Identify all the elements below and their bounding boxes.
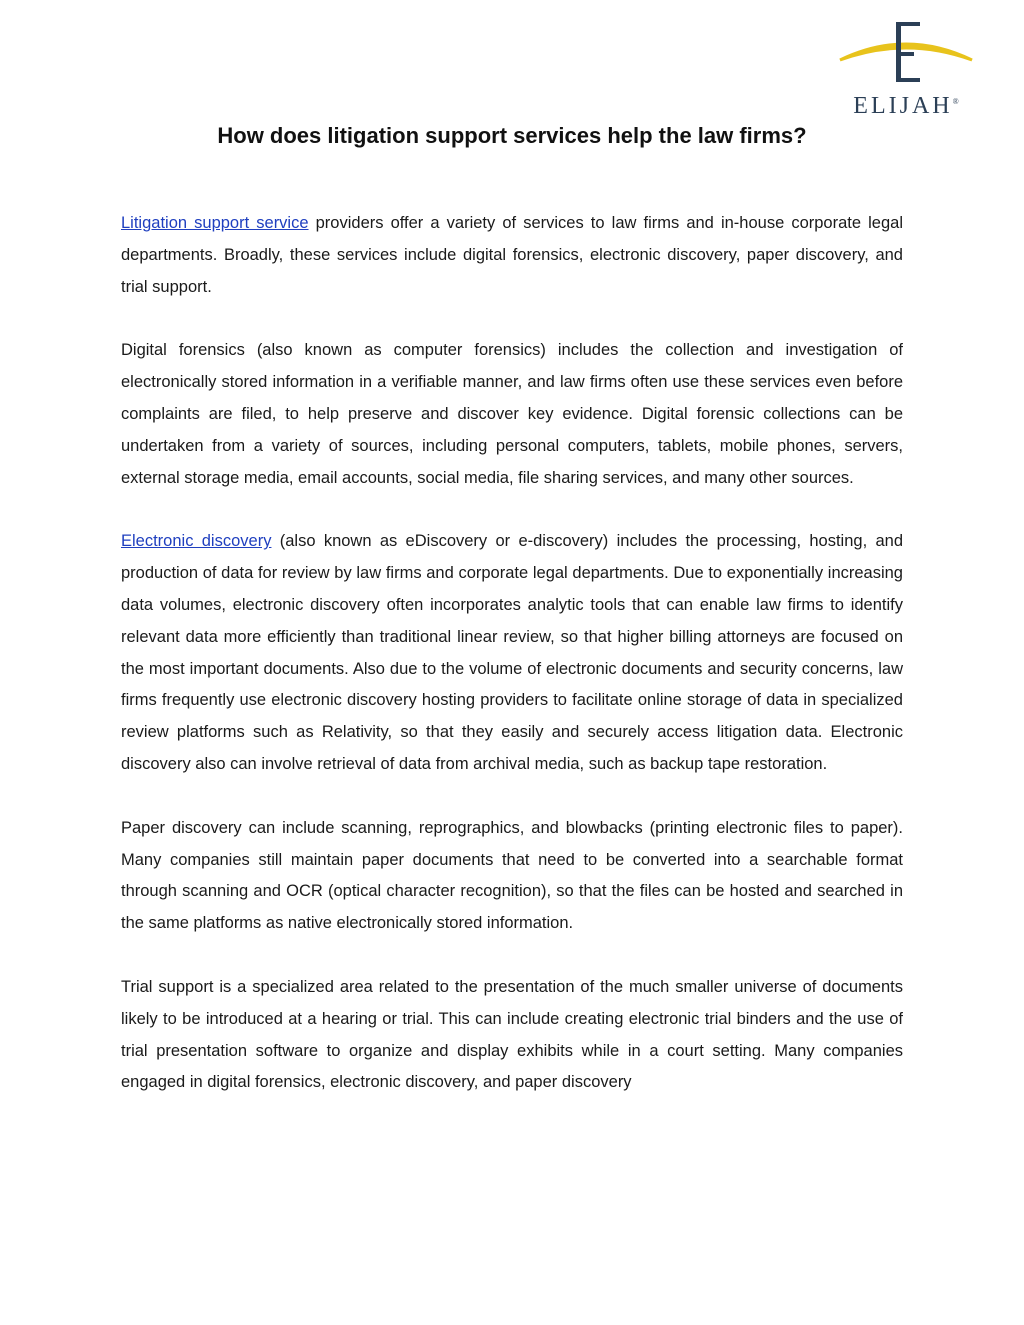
paragraph-paper-discovery: Paper discovery can include scanning, reprographics, and blowbacks (printing electronic files to paper). Many companies still maintain paper documents that need to be converted into a searchable format through scanning and OCR (optical character recognition), so that the files can be hosted and searched in the same platforms as native electronically stored information. — [121, 818, 903, 933]
paragraph-digital-forensics: Digital forensics (also known as computer forensics) includes the collection and investigation of electronically stored information in a verifiable manner, and law firms often use these services even before complaints are filed, to help preserve and discover key evidence. Digital forensic collections can be undertaken from a variety of sources, including personal computers, tablets, mobile phones, servers, external storage media, email accounts, social media, file sharing services, and many other sources. — [121, 341, 903, 487]
document-body — [121, 208, 903, 1131]
logo-wordmark: ELIJAH® — [853, 93, 959, 119]
paragraph-intro — [121, 208, 903, 303]
paragraph-electronic-discovery — [121, 526, 903, 780]
electronic-discovery-link[interactable]: Electronic discovery — [121, 532, 272, 551]
document-title: How does litigation support services help the law firms? — [217, 123, 807, 148]
elijah-logo — [836, 18, 976, 119]
litigation-support-service-link[interactable]: Litigation support service — [121, 214, 309, 232]
elijah-emblem-icon — [836, 18, 976, 94]
paragraph-intro-text: providers offer a variety of services to law firms and in-house corporate legal departments. Broadly, these services include digital forensics, electronic discovery, paper discovery, and trial support. — [121, 214, 903, 296]
paragraph-electronic-discovery-text: (also known as eDiscovery or e-discovery) includes the processing, hosting, and production of data for review by law firms and corporate legal departments. Due to exponentially increasing data volumes, electronic discovery often incorporates analytic tools that can enable law firms to identify relevant data more efficiently than traditional linear review, so that higher billing attorneys are focused on the most important documents. Also due to the volume of electronic documents and security concerns, law firms frequently use electronic discovery hosting providers to facilitate online storage of data in specialized review platforms such as Relativity, so that they easily and securely access litigation data. Electronic discovery also can involve retrieval of data from archival media, such as backup tape restoration. — [121, 532, 903, 773]
paragraph-trial-support: Trial support is a specialized area related to the presentation of the much smaller universe of documents likely to be introduced at a hearing or trial. This can include creating electronic trial binders and the use of trial presentation software to organize and display exhibits while in a court setting. Many companies engaged in digital forensics, electronic discovery, and paper discovery — [121, 977, 903, 1092]
